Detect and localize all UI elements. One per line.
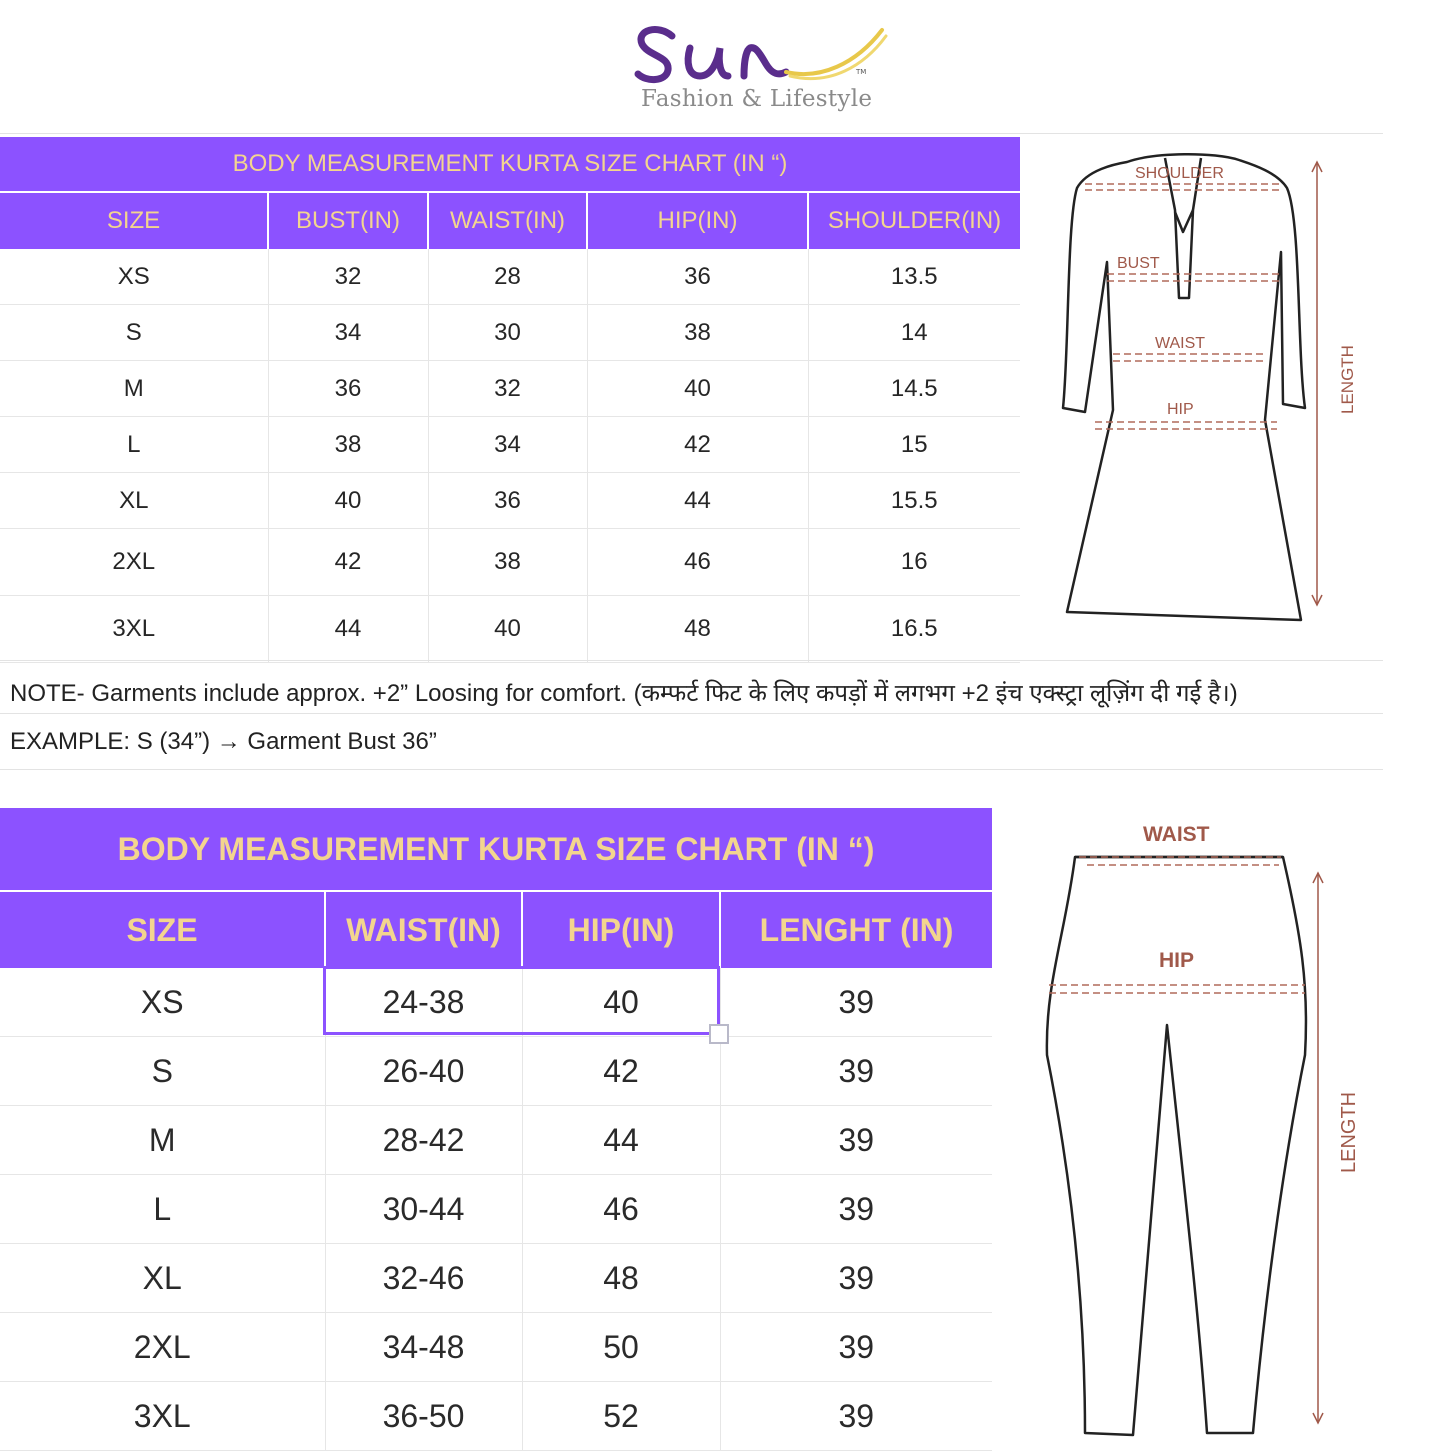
- pant-header-row: [0, 891, 992, 968]
- header-size: SIZE: [0, 891, 325, 968]
- cell-waist[interactable]: 36: [428, 473, 587, 529]
- cell-shoulder[interactable]: 15: [808, 417, 1020, 473]
- cell-hip[interactable]: 40: [522, 968, 720, 1037]
- header-size: SIZE: [0, 192, 268, 249]
- cell-waist[interactable]: 28: [428, 249, 587, 305]
- divider: [0, 660, 1383, 661]
- cell-hip[interactable]: 48: [522, 1244, 720, 1313]
- brand-tagline: Fashion & Lifestyle: [641, 86, 873, 112]
- cell-bust[interactable]: 40: [268, 473, 428, 529]
- cell-hip[interactable]: 52: [522, 1382, 720, 1451]
- cell-bust[interactable]: 38: [268, 417, 428, 473]
- cell-shoulder[interactable]: 16: [808, 529, 1020, 596]
- cell-length[interactable]: 39: [720, 1382, 992, 1451]
- cell-waist[interactable]: 30-44: [325, 1175, 522, 1244]
- divider: [0, 133, 1383, 134]
- pant-hip-label: HIP: [1159, 949, 1195, 972]
- cell-hip[interactable]: 38: [587, 305, 808, 361]
- table-row: [0, 249, 1020, 305]
- table-row: [0, 596, 1020, 663]
- cell-size[interactable]: XS: [0, 968, 325, 1037]
- cell-hip[interactable]: 42: [587, 417, 808, 473]
- cell-size[interactable]: XS: [0, 249, 268, 305]
- cell-size[interactable]: S: [0, 1037, 325, 1106]
- cell-selection-box: [323, 966, 720, 1035]
- kurta-chart-title: BODY MEASUREMENT KURTA SIZE CHART (IN “): [0, 137, 1020, 192]
- table-row: [0, 529, 1020, 596]
- cell-size[interactable]: 3XL: [0, 596, 268, 663]
- cell-length[interactable]: 39: [720, 1175, 992, 1244]
- kurta-hip-label: HIP: [1167, 401, 1194, 418]
- cell-bust[interactable]: 32: [268, 249, 428, 305]
- pant-length-label: LENGTH: [1338, 1091, 1360, 1173]
- cell-hip[interactable]: 44: [522, 1106, 720, 1175]
- cell-waist[interactable]: 36-50: [325, 1382, 522, 1451]
- divider: [0, 713, 1383, 714]
- table-row: [0, 1382, 992, 1451]
- cell-waist[interactable]: 30: [428, 305, 587, 361]
- cell-size[interactable]: M: [0, 1106, 325, 1175]
- cell-waist[interactable]: 32-46: [325, 1244, 522, 1313]
- cell-hip[interactable]: 46: [587, 529, 808, 596]
- cell-size[interactable]: XL: [0, 473, 268, 529]
- header-hip: HIP(IN): [522, 891, 720, 968]
- cell-hip[interactable]: 46: [522, 1175, 720, 1244]
- divider: [0, 769, 1383, 770]
- cell-shoulder[interactable]: 15.5: [808, 473, 1020, 529]
- cell-shoulder[interactable]: 16.5: [808, 596, 1020, 663]
- cell-waist[interactable]: 40: [428, 596, 587, 663]
- header-bust: BUST(IN): [268, 192, 428, 249]
- cell-length[interactable]: 39: [720, 1106, 992, 1175]
- cell-hip[interactable]: 50: [522, 1313, 720, 1382]
- cell-bust[interactable]: 44: [268, 596, 428, 663]
- cell-bust[interactable]: 34: [268, 305, 428, 361]
- cell-bust[interactable]: 36: [268, 361, 428, 417]
- cell-waist[interactable]: 32: [428, 361, 587, 417]
- kurta-shoulder-label: SHOULDER: [1135, 165, 1224, 182]
- cell-bust[interactable]: 42: [268, 529, 428, 596]
- cell-waist[interactable]: 26-40: [325, 1037, 522, 1106]
- cell-waist[interactable]: 34: [428, 417, 587, 473]
- header-hip: HIP(IN): [587, 192, 808, 249]
- kurta-diagram: [1055, 150, 1375, 630]
- cell-waist[interactable]: 34-48: [325, 1313, 522, 1382]
- cell-hip[interactable]: 40: [587, 361, 808, 417]
- cell-shoulder[interactable]: 13.5: [808, 249, 1020, 305]
- header-shoulder: SHOULDER(IN): [808, 192, 1020, 249]
- svg-text:TM: TM: [856, 68, 867, 76]
- table-row: [0, 361, 1020, 417]
- cell-size[interactable]: L: [0, 1175, 325, 1244]
- table-row: [0, 417, 1020, 473]
- cell-hip[interactable]: 44: [587, 473, 808, 529]
- header-length: LENGHT (IN): [720, 891, 992, 968]
- table-row: [0, 1106, 992, 1175]
- cell-shoulder[interactable]: 14.5: [808, 361, 1020, 417]
- cell-size[interactable]: 3XL: [0, 1382, 325, 1451]
- cell-hip[interactable]: 42: [522, 1037, 720, 1106]
- cell-size[interactable]: 2XL: [0, 529, 268, 596]
- table-row: [0, 1175, 992, 1244]
- table-row: [0, 1313, 992, 1382]
- header-waist: WAIST(IN): [428, 192, 587, 249]
- cell-length[interactable]: 39: [720, 1313, 992, 1382]
- selection-fill-handle[interactable]: [709, 1024, 729, 1044]
- kurta-length-label: LENGTH: [1338, 345, 1357, 414]
- header-waist: WAIST(IN): [325, 891, 522, 968]
- kurta-size-table: [0, 137, 1020, 663]
- cell-size[interactable]: L: [0, 417, 268, 473]
- pant-diagram: [1035, 815, 1375, 1440]
- table-row: [0, 305, 1020, 361]
- kurta-bust-label: BUST: [1117, 255, 1160, 272]
- cell-size[interactable]: XL: [0, 1244, 325, 1313]
- note-text: NOTE- Garments include approx. +2” Loosing for comfort. (कम्फर्ट फिट के लिए कपड़ों में लगभग +2 इंच एक्स्ट्रा लूज़िंग दी गई है।): [10, 680, 1238, 707]
- example-text: EXAMPLE: S (34”) → Garment Bust 36”: [10, 728, 437, 755]
- cell-hip[interactable]: 48: [587, 596, 808, 663]
- cell-waist[interactable]: 28-42: [325, 1106, 522, 1175]
- pant-chart-title: BODY MEASUREMENT KURTA SIZE CHART (IN “): [0, 808, 992, 891]
- cell-length[interactable]: 39: [720, 1037, 992, 1106]
- kurta-header-row: [0, 192, 1020, 249]
- cell-size[interactable]: M: [0, 361, 268, 417]
- pant-size-table: [0, 808, 992, 1451]
- cell-waist[interactable]: 38: [428, 529, 587, 596]
- cell-length[interactable]: 39: [720, 1244, 992, 1313]
- cell-length[interactable]: 39: [720, 968, 992, 1037]
- cell-hip[interactable]: 36: [587, 249, 808, 305]
- table-row: [0, 1244, 992, 1313]
- pant-waist-label: WAIST: [1143, 823, 1210, 846]
- cell-size[interactable]: S: [0, 305, 268, 361]
- cell-waist[interactable]: 24-38: [325, 968, 522, 1037]
- cell-size[interactable]: 2XL: [0, 1313, 325, 1382]
- table-row: [0, 1037, 992, 1106]
- cell-shoulder[interactable]: 14: [808, 305, 1020, 361]
- table-row: [0, 473, 1020, 529]
- kurta-waist-label: WAIST: [1155, 335, 1206, 352]
